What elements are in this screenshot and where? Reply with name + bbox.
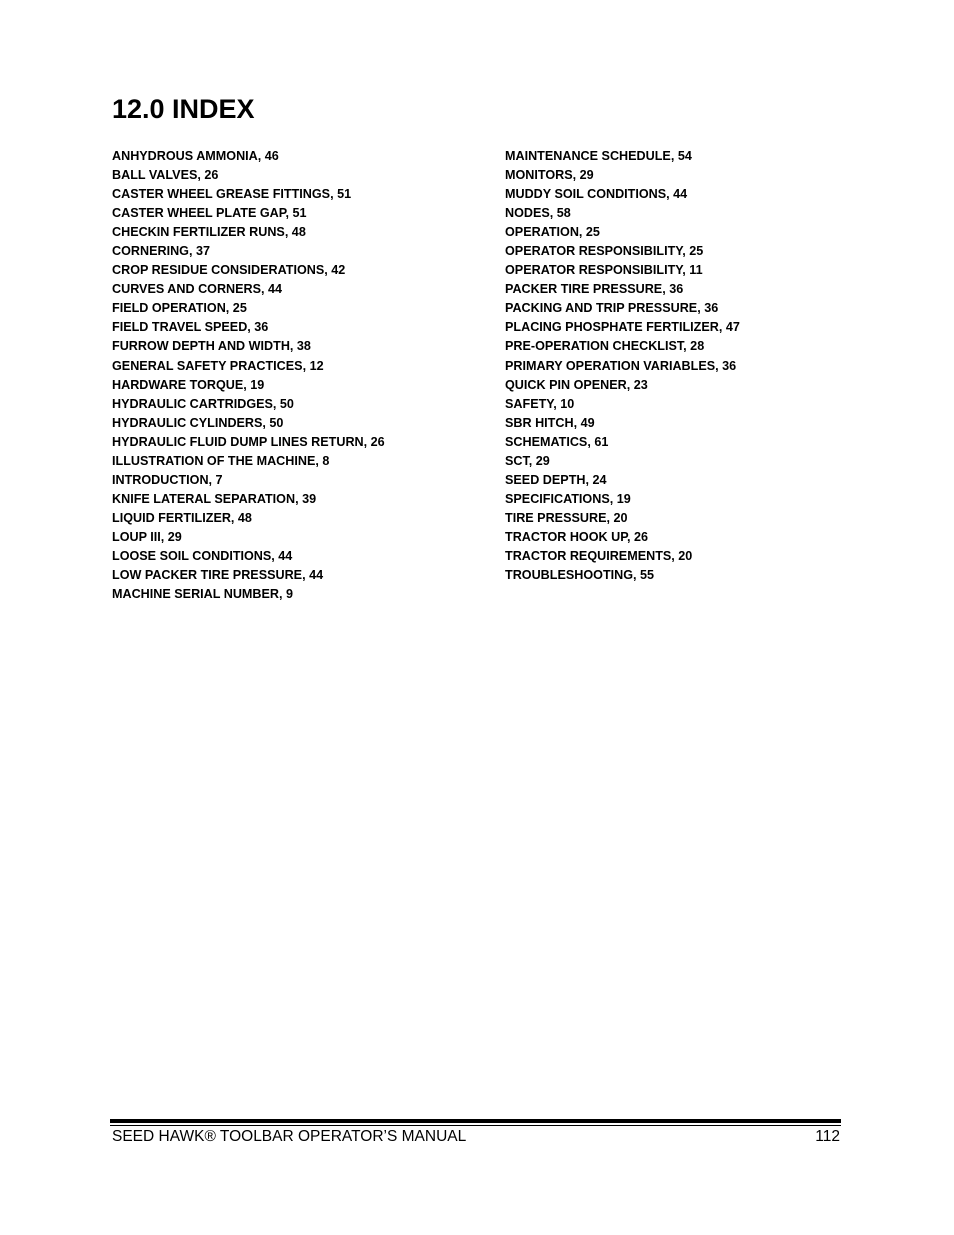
index-entry: HYDRAULIC CARTRIDGES, 50 [112,396,294,411]
index-column-left [112,147,492,604]
index-entry: PRE-OPERATION CHECKLIST, 28 [505,339,705,354]
index-entry: CROP RESIDUE CONSIDERATIONS, 42 [112,263,346,278]
index-entry: INTRODUCTION, 7 [112,472,223,487]
index-entry: SBR HITCH, 49 [505,415,595,430]
index-entry: BALL VALVES, 26 [112,168,219,183]
index-entry: MONITORS, 29 [505,168,594,183]
index-entry: CURVES AND CORNERS, 44 [112,282,283,297]
index-entry: CASTER WHEEL PLATE GAP, 51 [112,206,307,221]
index-entry: OPERATOR RESPONSIBILITY, 25 [505,244,704,259]
index-entry: HARDWARE TORQUE, 19 [112,377,265,392]
index-column-right [505,147,845,585]
index-entry: CHECKIN FERTILIZER RUNS, 48 [112,225,306,240]
index-entry: PACKING AND TRIP PRESSURE, 36 [505,301,719,316]
index-entry: GENERAL SAFETY PRACTICES, 12 [112,358,324,373]
index-entry: TRACTOR HOOK UP, 26 [505,529,648,544]
footer-rule-thick [110,1119,841,1123]
index-entry: FIELD TRAVEL SPEED, 36 [112,320,269,335]
index-entry: PRIMARY OPERATION VARIABLES, 36 [505,358,737,373]
index-entry: CASTER WHEEL GREASE FITTINGS, 51 [112,187,352,202]
footer-rule-thin [110,1125,841,1126]
index-entry: LOUP III, 29 [112,529,182,544]
index-entry: SPECIFICATIONS, 19 [505,491,631,506]
index-entry: LIQUID FERTILIZER, 48 [112,510,252,525]
footer-page-number: 112 [815,1128,840,1145]
index-entry: CORNERING, 37 [112,244,210,259]
index-entry: OPERATION, 25 [505,225,600,240]
index-entry: ANHYDROUS AMMONIA, 46 [112,149,279,163]
index-entry: MACHINE SERIAL NUMBER, 9 [112,587,293,602]
index-entry: TRACTOR REQUIREMENTS, 20 [505,548,693,563]
index-entry: SCHEMATICS, 61 [505,434,609,449]
index-entry: TIRE PRESSURE, 20 [505,510,628,525]
page-title: 12.0 INDEX [112,94,255,124]
index-entry: MUDDY SOIL CONDITIONS, 44 [505,187,688,202]
index-entry: LOOSE SOIL CONDITIONS, 44 [112,548,293,563]
index-entry: SEED DEPTH, 24 [505,472,607,487]
index-entry: SAFETY, 10 [505,396,575,411]
index-entry: NODES, 58 [505,206,571,221]
index-entry: ILLUSTRATION OF THE MACHINE, 8 [112,453,330,468]
index-entry: HYDRAULIC FLUID DUMP LINES RETURN, 26 [112,434,385,449]
index-entry: PLACING PHOSPHATE FERTILIZER, 47 [505,320,740,335]
index-entry: HYDRAULIC CYLINDERS, 50 [112,415,284,430]
index-entry: SCT, 29 [505,453,550,468]
index-entry: OPERATOR RESPONSIBILITY, 11 [505,263,703,278]
index-entry: QUICK PIN OPENER, 23 [505,377,648,392]
index-entry: FURROW DEPTH AND WIDTH, 38 [112,339,311,354]
index-entry: LOW PACKER TIRE PRESSURE, 44 [112,568,324,583]
index-entry: PACKER TIRE PRESSURE, 36 [505,282,684,297]
footer-manual-title: SEED HAWK® TOOLBAR OPERATOR’S MANUAL [112,1128,467,1145]
index-entry: TROUBLESHOOTING, 55 [505,568,655,583]
index-entry: FIELD OPERATION, 25 [112,301,247,316]
index-entry: MAINTENANCE SCHEDULE, 54 [505,149,692,163]
index-entry: KNIFE LATERAL SEPARATION, 39 [112,491,317,506]
